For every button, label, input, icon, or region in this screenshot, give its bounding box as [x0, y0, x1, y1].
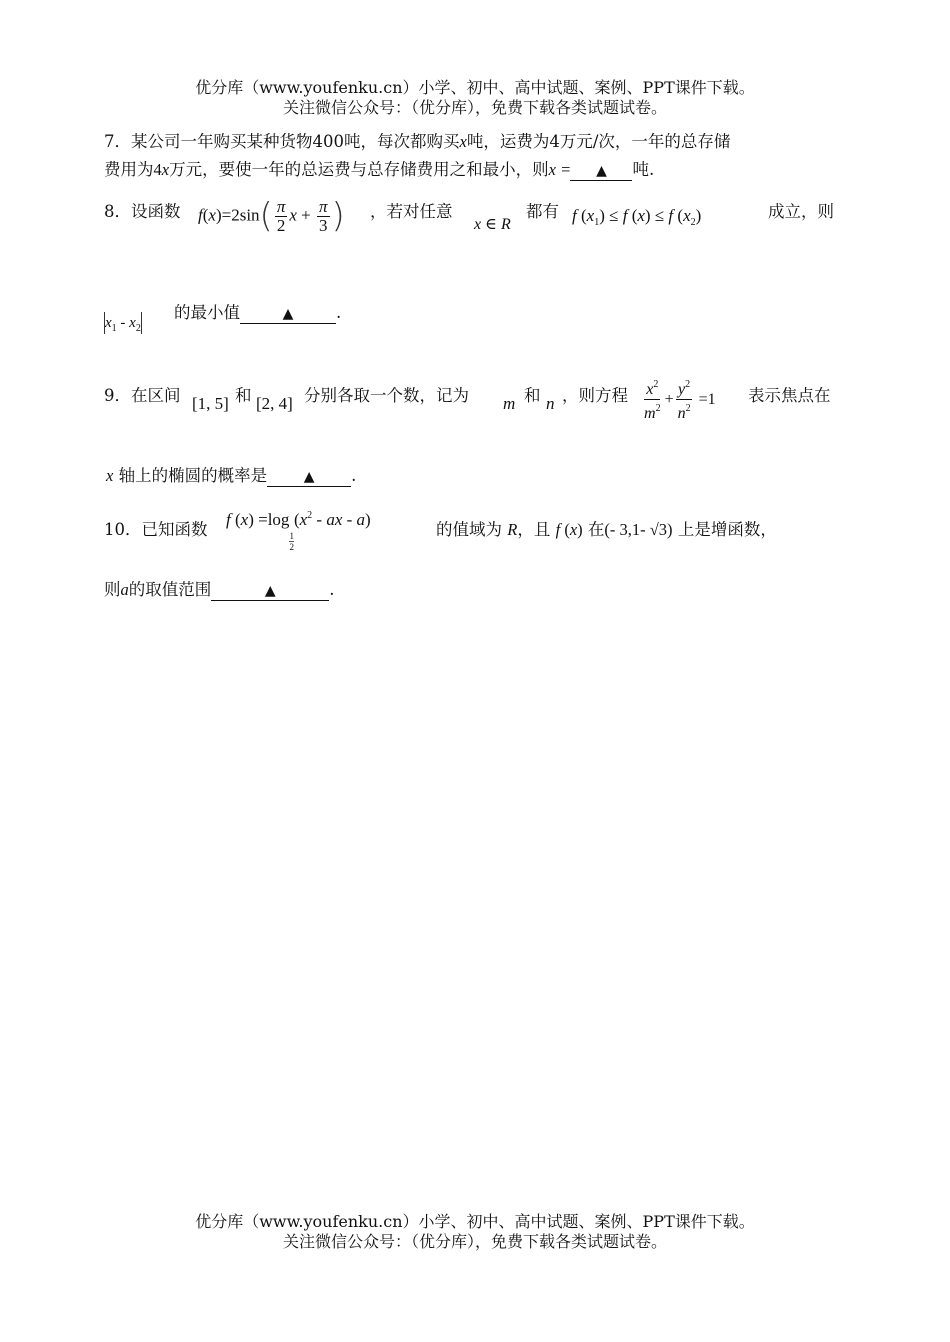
- answer-blank-q7[interactable]: [570, 161, 632, 181]
- question-8-line-1: 8．设函数: [104, 202, 181, 221]
- question-8-line-2: 的最小值 ▲ .: [174, 303, 342, 322]
- answer-blank-q10[interactable]: [211, 581, 329, 601]
- page-footer: [0, 1212, 950, 1252]
- question-7-line-2: 费用为4x万元，要使一年的总运费与总存储费用之和最小，则x = ▲ 吨.: [104, 160, 655, 179]
- q8-then-text: 成立，则: [768, 202, 834, 221]
- q9-pick-text: 分别各取一个数，记为: [304, 386, 469, 405]
- q8-domain-formula: x ∈ R: [474, 216, 511, 233]
- q9-equation-text: ，则方程: [562, 386, 628, 405]
- footer-line-2: 关注微信公众号：（优分库），免费下载各类试题试卷。: [282, 1232, 667, 1251]
- question-7-line-1: 7．某公司一年购买某种货物400吨，每次都购买x吨，运费为4万元/次，一年的总存储: [104, 132, 731, 151]
- triangle-marker-icon: ▲: [596, 163, 607, 179]
- header-line-1: 优分库（www.youfenku.cn）小学、初中、高中试题、案例、PPT课件下载。: [195, 78, 755, 97]
- question-10-line-1: 10．已知函数: [104, 520, 208, 539]
- question-10-line-2: 则a的取值范围 ▲ .: [104, 580, 335, 599]
- q9-and-text-2: 和: [524, 386, 541, 405]
- footer-line-1: 优分库（www.youfenku.cn）小学、初中、高中试题、案例、PPT课件下载。: [195, 1212, 755, 1231]
- triangle-marker-icon: ▲: [264, 583, 276, 599]
- q8-for-all-text: 都有: [526, 202, 559, 221]
- q9-focus-text: 表示焦点在: [748, 386, 831, 405]
- answer-blank-q8[interactable]: [240, 304, 336, 324]
- q10-function-formula: f (x) =log $\frac{1}{2}$ ($x^2$ - ax - a): [226, 510, 371, 552]
- q9-var-n: n: [546, 394, 555, 413]
- q8-function-formula: f(x)=2sin( $\frac{\pi}{2}$ x + $\frac{\pi}{3}$ ): [198, 196, 345, 236]
- q9-var-m: m: [503, 394, 516, 413]
- q10-range-text: 的值域为 R，且 f (x) 在(- 3,1- √3) 上是增函数，: [436, 520, 777, 539]
- triangle-marker-icon: ▲: [282, 306, 294, 322]
- page-header: [0, 78, 950, 118]
- q9-and-text-1: 和: [235, 386, 252, 405]
- question-9-line-2: x 轴上的椭圆的概率是 ▲ .: [106, 466, 357, 485]
- q9-interval-2: [2, 4]: [256, 394, 293, 413]
- header-line-2: 关注微信公众号：（优分库），免费下载各类试题试卷。: [282, 98, 667, 117]
- q8-abs-formula: $x_1 - x_2$: [104, 312, 142, 334]
- triangle-marker-icon: ▲: [303, 469, 315, 485]
- question-9-line-1: 9．在区间: [104, 386, 181, 405]
- q9-ellipse-formula: $\frac{x^2}{m^2}$ + $\frac{y^2}{n^2}$ =1: [640, 376, 716, 423]
- q9-interval-1: [1, 5]: [192, 394, 229, 413]
- answer-blank-q9[interactable]: [267, 467, 351, 487]
- q8-condition-text: ，若对任意: [370, 202, 453, 221]
- q8-inequality-formula: f $(x_1) \le f$ (x) ≤ f $(x_2)$: [572, 206, 702, 228]
